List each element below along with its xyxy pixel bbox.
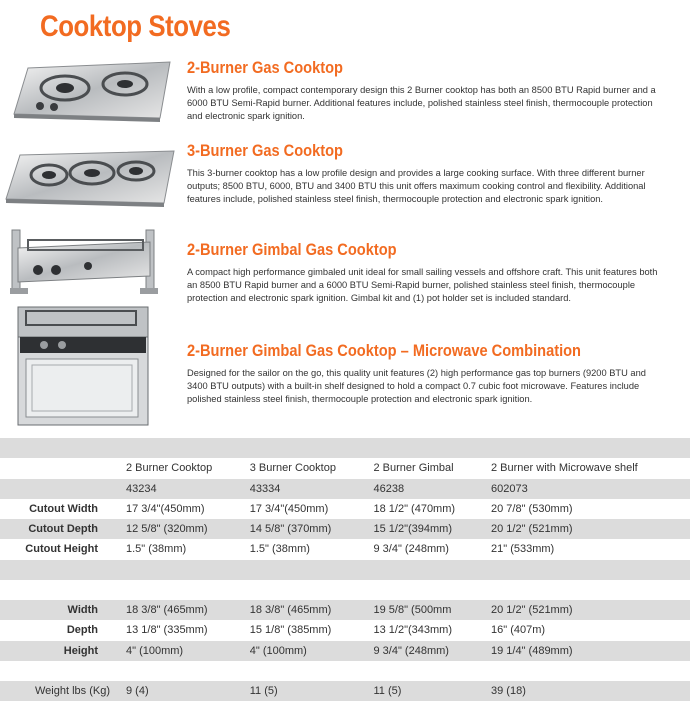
gimbal-microwave-image bbox=[14, 305, 154, 430]
table-cell: 39 (18) bbox=[485, 681, 690, 701]
product-description: A compact high performance gimbaled unit ideal for small sailing vessels and offshore craft. This unit features both an 8500 BTU Rapid burner and a 6000 BTU Semi-Rapid burner, polished stainless steel finish, thermocouple protection and electronic spark ignition. Gimbal kit and (1) pot holder set is included standard. bbox=[187, 267, 658, 304]
table-cell: 14 5/8" (370mm) bbox=[244, 519, 368, 539]
table-cell: 18 1/2" (470mm) bbox=[368, 499, 486, 519]
table-row bbox=[0, 438, 690, 458]
table-cell: 20 7/8" (530mm) bbox=[485, 499, 690, 519]
table-cell: 12 5/8" (320mm) bbox=[120, 519, 244, 539]
model-number: 46238 bbox=[368, 479, 486, 499]
product-title: 2-Burner Gas Cooktop bbox=[187, 58, 343, 77]
table-cell: 4" (100mm) bbox=[244, 641, 368, 661]
table-row bbox=[0, 519, 690, 539]
table-row bbox=[0, 681, 690, 701]
cooktop-2-burner-image bbox=[10, 54, 178, 126]
table-cell: 9 3/4" (248mm) bbox=[368, 641, 486, 661]
product-title: 2-Burner Gimbal Gas Cooktop – Microwave Combination bbox=[187, 341, 582, 360]
row-label: Height bbox=[0, 641, 120, 661]
table-cell: 15 1/2"(394mm) bbox=[368, 519, 486, 539]
table-cell: 17 3/4"(450mm) bbox=[120, 499, 244, 519]
table-cell: 19 5/8" (500mm bbox=[368, 600, 486, 620]
row-label: Cutout Width bbox=[0, 499, 120, 519]
column-header: 2 Burner Cooktop bbox=[120, 458, 244, 478]
table-cell: 21" (533mm) bbox=[485, 539, 690, 559]
table-cell: 20 1/2" (521mm) bbox=[485, 600, 690, 620]
table-cell: 13 1/2"(343mm) bbox=[368, 620, 486, 640]
product-2-burner-gas-cooktop bbox=[0, 50, 690, 130]
table-cell: 20 1/2" (521mm) bbox=[485, 519, 690, 539]
table-cell: 18 3/8" (465mm) bbox=[120, 600, 244, 620]
table-cell: 18 3/8" (465mm) bbox=[244, 600, 368, 620]
table-cell: 11 (5) bbox=[368, 681, 486, 701]
model-number: 43334 bbox=[244, 479, 368, 499]
row-label: Width bbox=[0, 600, 120, 620]
model-number: 602073 bbox=[485, 479, 690, 499]
table-row bbox=[0, 539, 690, 559]
product-description: This 3-burner cooktop has a low profile design and provides a large cooking surface. With three different burner outputs; 8500 BTU, 6000, BTU and 3400 BTU this unit offers maximum cooking control and flexibility. Additional features include, polished stainless steel finish, thermocouple protection and electronic spark ignition. bbox=[187, 168, 646, 205]
product-gimbal-microwave-combination bbox=[0, 305, 690, 430]
product-title: 3-Burner Gas Cooktop bbox=[187, 141, 343, 160]
product-3-burner-gas-cooktop bbox=[0, 135, 690, 220]
model-number: 43234 bbox=[120, 479, 244, 499]
column-header: 3 Burner Cooktop bbox=[244, 458, 368, 478]
table-row bbox=[0, 620, 690, 640]
table-row bbox=[0, 499, 690, 519]
row-label: Weight lbs (Kg) bbox=[0, 681, 120, 701]
row-label: Depth bbox=[0, 620, 120, 640]
row-label: Cutout Height bbox=[0, 539, 120, 559]
product-2-burner-gimbal-cooktop bbox=[0, 220, 690, 305]
table-spacer-row bbox=[0, 580, 690, 600]
table-cell: 16" (407m) bbox=[485, 620, 690, 640]
row-label: Cutout Depth bbox=[0, 519, 120, 539]
table-spacer-row bbox=[0, 661, 690, 681]
table-row bbox=[0, 600, 690, 620]
column-header: 2 Burner with Microwave shelf bbox=[485, 458, 690, 478]
table-cell: 11 (5) bbox=[244, 681, 368, 701]
cooktop-3-burner-image bbox=[4, 141, 179, 213]
table-cell: 17 3/4"(450mm) bbox=[244, 499, 368, 519]
page-title: Cooktop Stoves bbox=[40, 10, 231, 43]
product-description: With a low profile, compact contemporary design this 2 Burner cooktop has both an 8500 BTU Rapid burner and a 6000 BTU Semi-Rapid burner. Additional features include, polished stainless steel finish, thermocouple protection and electronic spark ignition. bbox=[187, 85, 656, 122]
table-cell: 19 1/4" (489mm) bbox=[485, 641, 690, 661]
product-description: Designed for the sailor on the go, this quality unit features (2) high performance gas top burners (9200 BTU and 3400 BTU outputs) with a built-in shelf designed to hold a compact 0.7 cubic foot microwave. Features include polished stainless steel finish, thermocouple protection and electronic spark ignition. bbox=[187, 368, 646, 405]
table-cell: 1.5" (38mm) bbox=[244, 539, 368, 559]
gimbal-cooktop-image bbox=[4, 222, 164, 300]
table-cell: 1.5" (38mm) bbox=[120, 539, 244, 559]
specs-table bbox=[0, 438, 690, 701]
table-header-row bbox=[0, 458, 690, 478]
table-cell: 9 3/4" (248mm) bbox=[368, 539, 486, 559]
table-cell: 9 (4) bbox=[120, 681, 244, 701]
product-title: 2-Burner Gimbal Gas Cooktop bbox=[187, 240, 397, 259]
table-row-model bbox=[0, 479, 690, 499]
table-row bbox=[0, 641, 690, 661]
table-cell: 4" (100mm) bbox=[120, 641, 244, 661]
table-spacer-row bbox=[0, 560, 690, 580]
column-header: 2 Burner Gimbal bbox=[368, 458, 486, 478]
table-cell: 13 1/8" (335mm) bbox=[120, 620, 244, 640]
table-cell: 15 1/8" (385mm) bbox=[244, 620, 368, 640]
